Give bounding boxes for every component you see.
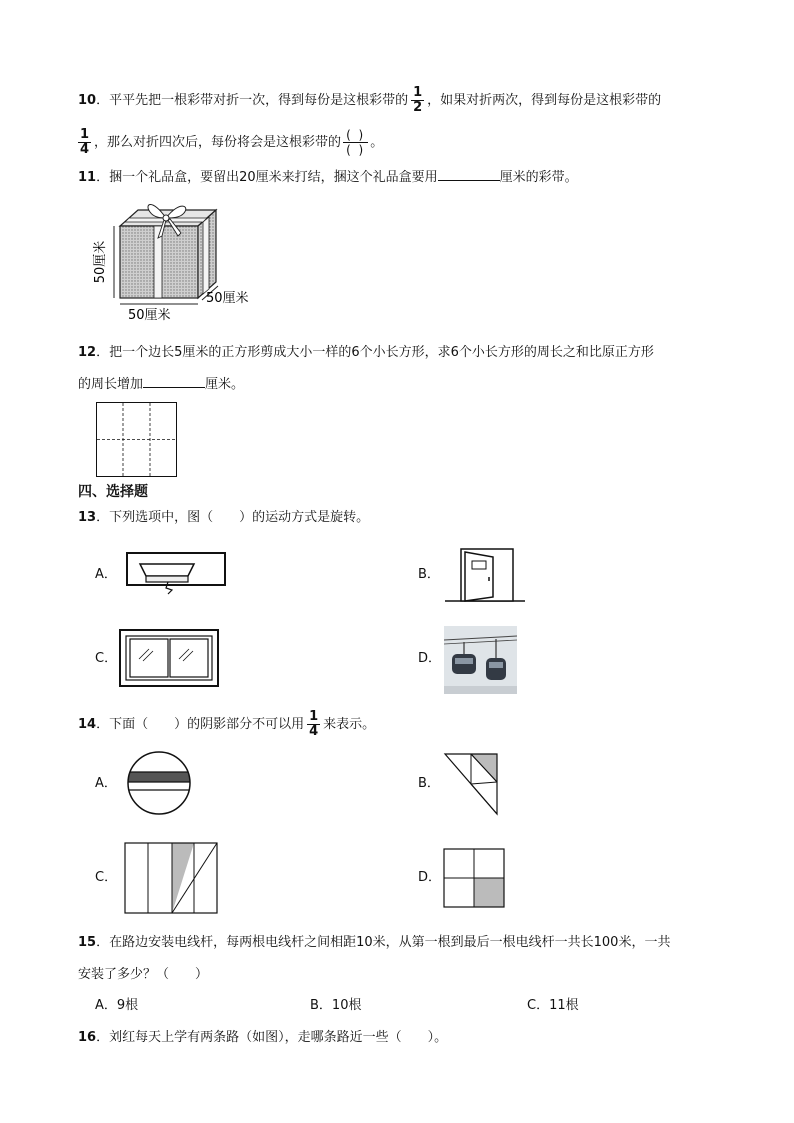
gift-box-figure <box>92 196 272 326</box>
q15-line1 <box>78 933 670 953</box>
label-width: 50厘米 <box>128 308 171 323</box>
q14-text-a: ．下面（ ）的阴影部分不可以用 <box>96 717 305 732</box>
q10-line1 <box>78 86 661 115</box>
cable-car-cabin-2 <box>486 658 506 680</box>
q13-option-a-label[interactable]: A． <box>95 567 117 582</box>
q10-fraction-half <box>411 86 424 115</box>
q14-text-b: 来表示。 <box>323 717 376 732</box>
q11-line <box>78 166 578 188</box>
q14-option-d-label[interactable]: D． <box>418 870 442 885</box>
q12-number: 12 <box>78 345 97 360</box>
rectangle-outline <box>125 843 217 913</box>
label-height: 50厘米 <box>93 240 108 284</box>
q13-option-c-label[interactable]: C． <box>95 651 118 666</box>
q14-option-a-label[interactable]: A． <box>95 776 117 791</box>
q14-fraction-quarter <box>307 710 320 739</box>
q10-line2 <box>78 128 383 157</box>
q11-number: 11 <box>78 170 97 185</box>
q12-text-b: 的周长增加 <box>78 377 144 392</box>
q12-line2 <box>78 373 244 395</box>
q12-text-c: 厘米。 <box>205 377 245 392</box>
q11-answer-blank[interactable] <box>438 166 500 181</box>
circle-stripes-figure <box>126 750 192 816</box>
q10-text-c: ，那么对折四次后，每份将会是这根彩带的 <box>94 135 342 150</box>
square-cut-figure <box>96 402 178 478</box>
q15-option-c[interactable]: C．11根 <box>527 998 579 1013</box>
q16-number: 16 <box>78 1030 97 1045</box>
q10-text-d: 。 <box>370 135 384 150</box>
cable-car-image <box>444 626 517 694</box>
rectangle-strips-figure <box>124 842 218 914</box>
q15-number: 15 <box>78 935 97 950</box>
window-pane-right <box>170 639 208 677</box>
window-pane-left <box>130 639 168 677</box>
q12-text-a: ．把一个边长5厘米的正方形剪成大小一样的6个小长方形，求6个小长方形的周长之和比原正方形 <box>96 345 654 360</box>
q10-text-a: ．平平先把一根彩带对折一次，得到每份是这根彩带的 <box>96 93 409 108</box>
door-window <box>472 561 486 569</box>
q10-answer-denominator: ( ) <box>346 143 366 157</box>
q11-text-a: ．捆一个礼品盒，要留出20厘米来打结，捆这个礼品盒要用 <box>96 170 438 185</box>
q10-frac1-numerator: 1 <box>413 85 423 100</box>
cabin-window <box>489 662 503 668</box>
q14-option-c-label[interactable]: C． <box>95 870 118 885</box>
q10-fraction-quarter <box>78 128 91 157</box>
q13-option-d-label[interactable]: D． <box>418 651 442 666</box>
square-quarters-figure <box>443 848 505 908</box>
shaded-stripe <box>126 772 192 782</box>
q13-line <box>78 508 369 528</box>
door-image <box>445 545 525 607</box>
q14-number: 14 <box>78 717 97 732</box>
q11-text-b: 厘米的彩带。 <box>499 170 578 185</box>
q14-option-b-label[interactable]: B． <box>418 776 440 791</box>
q16-text: ．刘红每天上学有两条路（如图），走哪条路近一些（ ）。 <box>96 1030 448 1045</box>
ground <box>444 686 517 694</box>
q12-line1 <box>78 343 654 363</box>
door-panel <box>465 552 493 601</box>
drawer-image <box>126 552 226 598</box>
q12-answer-blank[interactable] <box>143 373 205 388</box>
bow-knot <box>163 215 169 221</box>
q15-option-b[interactable]: B．10根 <box>310 998 362 1013</box>
q15-text-b: 安装了多少？（ ） <box>78 967 209 982</box>
q14-frac-denominator: 4 <box>309 724 319 739</box>
q10-answer-fraction[interactable] <box>343 128 368 157</box>
q16-line <box>78 1028 447 1048</box>
q14-frac-numerator: 1 <box>309 709 319 724</box>
q14-line <box>78 710 375 739</box>
sliding-window-image <box>119 629 219 687</box>
q13-number: 13 <box>78 510 97 525</box>
q10-frac1-denominator: 2 <box>413 100 423 115</box>
section-heading: 四、选择题 <box>78 484 148 500</box>
drawer-front <box>146 576 188 582</box>
q15-line2 <box>78 965 208 985</box>
ribbon-side-vertical <box>203 217 209 294</box>
q15-option-a[interactable]: A．9根 <box>95 998 139 1013</box>
q10-text-b: ，如果对折两次，得到每份是这根彩带的 <box>427 93 662 108</box>
shaded-triangle <box>172 843 194 913</box>
drawer-body <box>140 564 194 576</box>
q10-frac2-denominator: 4 <box>80 142 90 157</box>
cabin-window <box>455 658 473 664</box>
q10-number: 10 <box>78 93 97 108</box>
q15-text-a: ．在路边安装电线杆，每两根电线杆之间相距10米，从第一根到最后一根电线杆一共长100米，一共 <box>96 935 671 950</box>
q13-text: ．下列选项中，图（ ）的运动方式是旋转。 <box>96 510 370 525</box>
shaded-quarter <box>474 878 504 907</box>
q13-option-b-label[interactable]: B． <box>418 567 440 582</box>
q10-answer-numerator: ( ) <box>343 128 368 143</box>
label-depth: 50厘米 <box>206 291 249 306</box>
q10-frac2-numerator: 1 <box>80 127 90 142</box>
triangle-pieces-figure <box>443 752 499 816</box>
